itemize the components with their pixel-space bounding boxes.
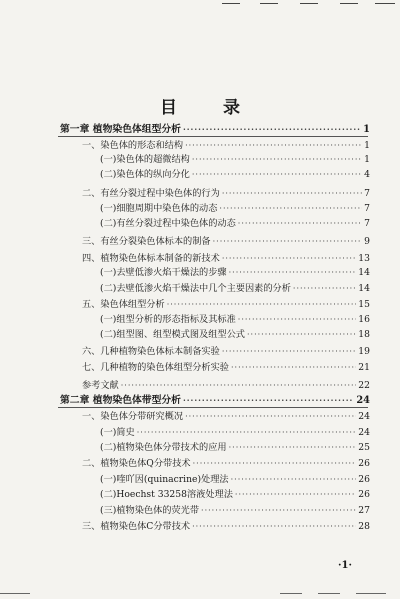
toc-subsection-entry (100, 215, 370, 229)
toc-subsection-entry (100, 424, 370, 438)
toc-leader-dots (121, 380, 357, 391)
toc-leader-dots (192, 521, 356, 532)
toc-leader-dots (238, 218, 362, 229)
toc-entry-page: 19 (358, 346, 370, 357)
toc-entry-label: 五、染色体组型分析 (82, 299, 165, 310)
toc-entry-page: 14 (358, 283, 370, 294)
toc-title: 目 录 (160, 98, 260, 118)
toc-entry-label: (一)简史 (100, 427, 135, 438)
toc-chapter-entry (60, 392, 370, 406)
toc-subsection-entry (100, 471, 370, 485)
toc-section-entry (82, 359, 370, 373)
toc-entry-label: (一)染色体的超微结构 (100, 154, 190, 165)
toc-entry-page: 24 (358, 411, 370, 422)
toc-entry-page: 13 (358, 253, 370, 264)
toc-leader-dots (192, 154, 362, 165)
toc-entry-label: (二)染色体的纵向分化 (100, 169, 190, 180)
toc-subsection-entry (100, 280, 370, 294)
toc-entry-page: 24 (358, 427, 370, 438)
toc-leader-dots (247, 329, 356, 340)
toc-entry-page: 4 (364, 169, 370, 180)
toc-leader-dots (238, 314, 357, 325)
toc-entry-page: 7 (364, 218, 370, 229)
toc-subsection-entry (100, 200, 370, 214)
toc-entry-page: 22 (358, 380, 370, 391)
toc-section-entry (82, 296, 370, 310)
toc-entry-page: 25 (358, 442, 370, 453)
toc-entry-page: 27 (358, 505, 370, 516)
toc-section-entry (82, 518, 370, 532)
toc-entry-label: (二)有丝分裂过程中染色体的动态 (100, 218, 236, 229)
toc-chapter-entry (60, 121, 370, 135)
toc-subsection-entry (100, 326, 370, 340)
toc-leader-dots (213, 236, 363, 247)
toc-leader-dots (229, 442, 357, 453)
toc-entry-page: 1 (364, 154, 370, 165)
toc-entry-page: 7 (364, 188, 370, 199)
toc-entry-label: (一)去壁低渗火焰干燥法的步骤 (100, 267, 227, 278)
toc-subsection-entry (100, 486, 370, 500)
toc-section-entry (82, 233, 370, 247)
toc-leader-dots (137, 427, 357, 438)
toc-entry-label: (二)植物染色体分带技术的应用 (100, 442, 227, 453)
toc-entry-label: 六、几种植物染色体标本制备实验 (82, 346, 220, 357)
toc-entry-label: (二)去壁低渗火焰干燥法中几个主要因素的分析 (100, 283, 291, 294)
toc-entry-label: (一)细胞周期中染色体的动态 (100, 203, 218, 214)
toc-leader-dots (185, 411, 356, 422)
toc-entry-page: 26 (358, 474, 370, 485)
toc-section-entry (82, 137, 370, 151)
toc-entry-page: 28 (358, 521, 370, 532)
toc-section-entry (82, 408, 370, 422)
toc-entry-label: 三、有丝分裂染色体标本的制备 (82, 236, 211, 247)
scan-bottom-marks (0, 589, 400, 599)
toc-leader-dots (183, 395, 354, 406)
toc-leader-dots (192, 169, 362, 180)
toc-subsection-entry (100, 502, 370, 516)
toc-entry-label: (一)组型分析的形态指标及其标准 (100, 314, 236, 325)
toc-leader-dots (219, 203, 362, 214)
toc-entry-label: 二、有丝分裂过程中染色体的行为 (82, 188, 220, 199)
toc-entry-label: 第二章 植物染色体带型分析 (60, 395, 181, 406)
toc-entry-page: 1 (364, 140, 370, 151)
toc-entry-page: 26 (358, 458, 370, 469)
toc-leader-dots (222, 253, 356, 264)
toc-entry-page: 1 (363, 124, 370, 135)
toc-entry-page: 7 (364, 203, 370, 214)
toc-section-entry (82, 250, 370, 264)
toc-leader-dots (231, 362, 356, 373)
toc-entry-label: 四、植物染色体标本制备的新技术 (82, 253, 220, 264)
toc-entry-page: 18 (358, 329, 370, 340)
toc-entry-label: (二)Hoechst 33258溶液处理法 (100, 489, 233, 500)
toc-section-entry (82, 455, 370, 469)
toc-leader-dots (293, 283, 356, 294)
toc-entry-label: 一、染色体分带研究概况 (82, 411, 184, 422)
toc-leader-dots (167, 299, 357, 310)
toc-subsection-entry (100, 166, 370, 180)
toc-leader-dots (231, 474, 357, 485)
toc-entry-label: 二、植物染色体Q分带技术 (82, 458, 191, 469)
toc-entry-label: (一)喹吖因(quinacrine)处理法 (100, 474, 229, 485)
toc-section-entry (82, 343, 370, 357)
toc-leader-dots (222, 188, 362, 199)
toc-leader-dots (183, 124, 361, 135)
toc-entry-page: 21 (358, 362, 370, 373)
toc-entry-label: 三、植物染色体C分带技术 (82, 521, 191, 532)
toc-leader-dots (229, 267, 357, 278)
toc-subsection-entry (100, 439, 370, 453)
toc-entry-label: 参考文献 (82, 380, 119, 391)
toc-subsection-entry (100, 311, 370, 325)
toc-leader-dots (222, 346, 356, 357)
toc-entry-page: 16 (358, 314, 370, 325)
toc-section-entry (82, 377, 370, 391)
toc-entry-page: 26 (358, 489, 370, 500)
toc-entry-page: 24 (356, 395, 370, 406)
scan-top-marks (200, 0, 400, 8)
toc-entry-label: (二)组型图、组型模式图及组型公式 (100, 329, 245, 340)
toc-entry-page: 9 (364, 236, 370, 247)
toc-entry-label: 第一章 植物染色体组型分析 (60, 124, 181, 135)
toc-leader-dots (201, 505, 356, 516)
page-number: ·1· (338, 560, 352, 571)
toc-entry-label: 一、染色体的形态和结构 (82, 140, 184, 151)
toc-subsection-entry (100, 264, 370, 278)
toc-section-entry (82, 185, 370, 199)
toc-leader-dots (185, 140, 362, 151)
toc-entry-page: 15 (358, 299, 370, 310)
toc-entry-label: 七、几种植物的染色体组型分析实验 (82, 362, 229, 373)
toc-leader-dots (193, 458, 357, 469)
toc-entry-page: 14 (358, 267, 370, 278)
toc-leader-dots (235, 489, 356, 500)
toc-entry-label: (三)植物染色体的荧光带 (100, 505, 200, 516)
toc-subsection-entry (100, 151, 370, 165)
